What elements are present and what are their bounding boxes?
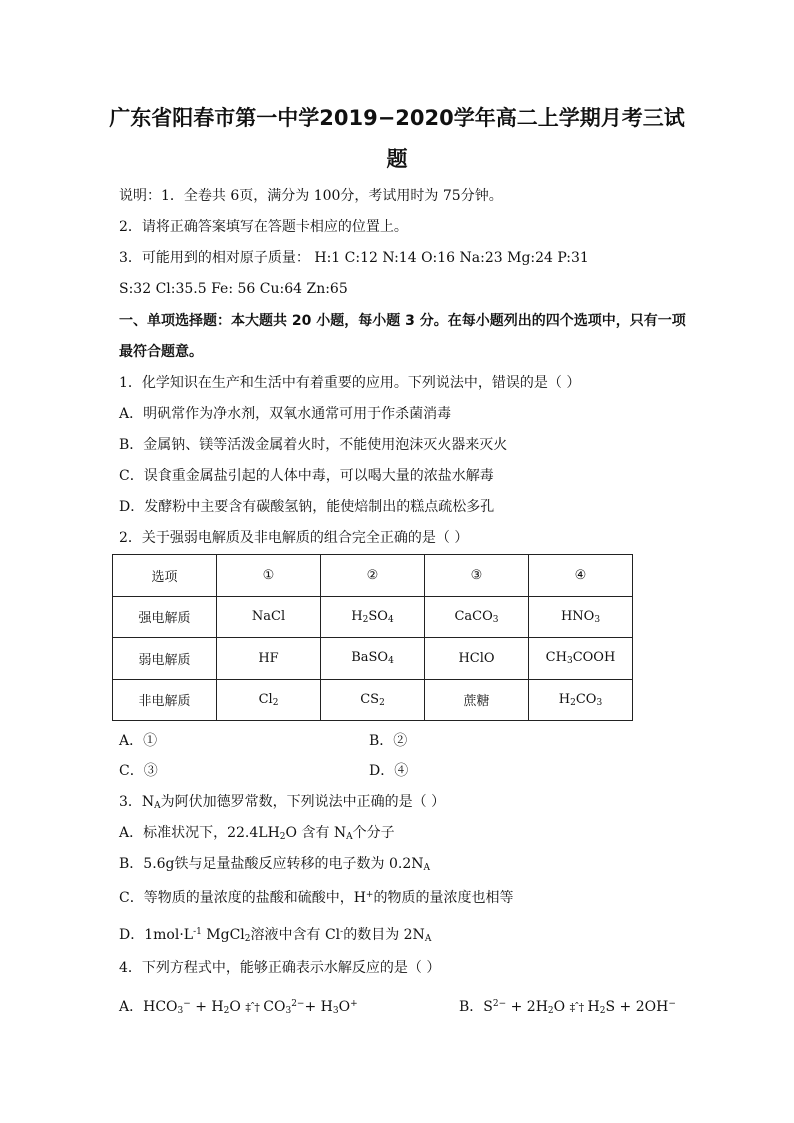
table-cell: BaSO$_4$ xyxy=(321,638,425,680)
equilibrium-arrow-icon: ‡ˆ† xyxy=(245,1001,259,1014)
table-cell: $CS_2$ xyxy=(321,679,425,721)
table-cell: CaCO$_3$ xyxy=(425,596,529,638)
row-label: 强电解质 xyxy=(113,596,217,638)
equilibrium-arrow-icon: ‡ˆ† xyxy=(569,1001,584,1014)
table-cell: 蔗糖 xyxy=(425,679,529,721)
electrolyte-table xyxy=(112,554,633,721)
q1-stem: 1．化学知识在生产和生活中有着重要的应用。下列说法中，错误的是（ ） xyxy=(119,375,581,391)
q2-option-d: D．④ xyxy=(369,763,409,779)
q2-stem: 2．关于强弱电解质及非电解质的组合完全正确的是（ ） xyxy=(119,530,469,546)
instruction-3: 3．可能用到的相对原子质量： H:1 C:12 N:14 O:16 Na:23 Mg:24 P:31 xyxy=(119,250,589,266)
table-header-cell: ③ xyxy=(425,555,529,597)
table-cell: NaCl xyxy=(217,596,321,638)
section-heading-1: 一、单项选择题：本大题共 20 小题，每小题 3 分。在每小题列出的四个选项中，只有一项 xyxy=(119,313,686,329)
q1-option-b: B．金属钠、镁等活泼金属着火时，不能使用泡沫灭火器来灭火 xyxy=(119,437,508,453)
q3-option-b: B．5.6g铁与足量盐酸反应转移的电子数为 $0.2N_A$ xyxy=(119,856,430,873)
table-cell: $CH_3COOH$ xyxy=(529,638,633,680)
exam-title-line2: 题 xyxy=(386,147,408,171)
q3-option-a: A．标准状况下，$22.4LH_2O$ 含有 $N_A$个分子 xyxy=(119,825,395,842)
table-header-cell: ② xyxy=(321,555,425,597)
table-header-cell: ① xyxy=(217,555,321,597)
q4-stem: 4．下列方程式中，能够正确表示水解反应的是（ ） xyxy=(119,960,441,976)
table-cell: $H_2SO_4$ xyxy=(321,596,425,638)
table-header-row xyxy=(113,555,633,597)
table-cell: $Cl_2$ xyxy=(217,679,321,721)
q4-option-a: A．$HCO_3^- + H_2O$ ‡ˆ† $CO_3^{2-}+ H_3O^+$ xyxy=(119,999,358,1016)
table-row-weak xyxy=(113,638,633,680)
q3-stem: 3．$N_A$为阿伏加德罗常数，下列说法中正确的是（ ） xyxy=(119,794,446,811)
table-header-cell: 选项 xyxy=(113,555,217,597)
table-cell: $H_2CO_3$ xyxy=(529,679,633,721)
table-cell: $HNO_3$ xyxy=(529,596,633,638)
table-row-non xyxy=(113,679,633,721)
q1-option-c: C．误食重金属盐引起的人体中毒，可以喝大量的浓盐水解毒 xyxy=(119,468,494,484)
row-label: 弱电解质 xyxy=(113,638,217,680)
instruction-4: S:32 Cl:35.5 Fe: 56 Cu:64 Zn:65 xyxy=(119,281,348,297)
q3-option-c: C．等物质的量浓度的盐酸和硫酸中，H+的物质的量浓度也相等 xyxy=(119,890,514,906)
q3-option-d: D．$1mol\cdot L^{-1}$ MgCl$_2$溶液中含有 Cl-的数目为 $2N_A$ xyxy=(119,927,432,944)
row-label: 非电解质 xyxy=(113,679,217,721)
table-row-strong xyxy=(113,596,633,638)
table-cell: HF xyxy=(217,638,321,680)
table-header-cell: ④ xyxy=(529,555,633,597)
table-cell: HClO xyxy=(425,638,529,680)
section-heading-2: 最符合题意。 xyxy=(119,344,203,360)
q4-option-b: B．$S^{2-} + 2H_2O$ ‡ˆ† $H_2S + 2OH^-$ xyxy=(459,999,676,1016)
q1-option-d: D．发酵粉中主要含有碳酸氢钠，能使焙制出的糕点疏松多孔 xyxy=(119,499,495,515)
q2-option-b: B．② xyxy=(369,733,408,749)
instruction-1: 说明：1．全卷共 6页，满分为 100分，考试用时为 75分钟。 xyxy=(119,188,503,204)
q1-option-a: A．明矾常作为净水剂，双氧水通常可用于作杀菌消毒 xyxy=(119,406,452,422)
instruction-2: 2．请将正确答案填写在答题卡相应的位置上。 xyxy=(119,219,408,235)
q2-option-a: A．① xyxy=(119,733,158,749)
exam-title-line1: 广东省阳春市第一中学2019−2020学年高二上学期月考三试 xyxy=(109,106,685,130)
q2-option-c: C．③ xyxy=(119,763,158,779)
